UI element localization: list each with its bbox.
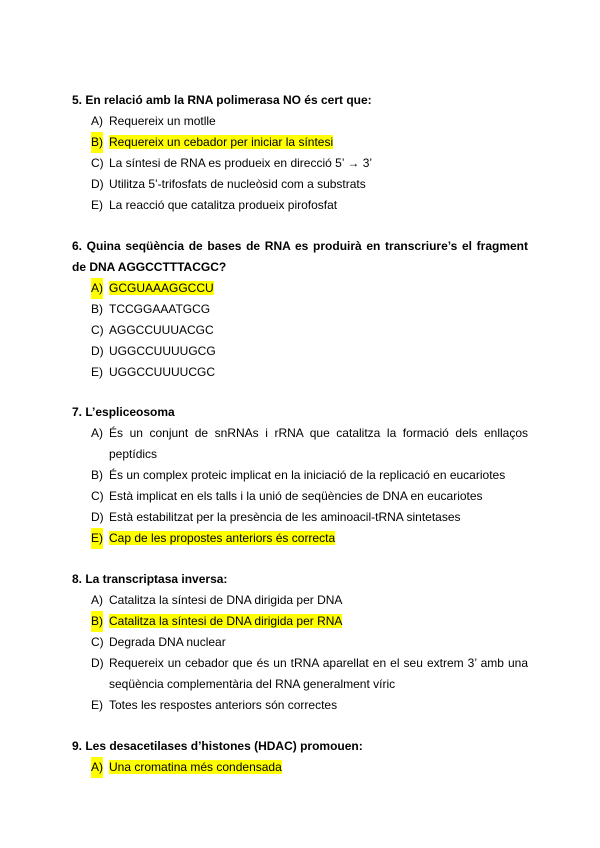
option-letter: B) [91, 468, 103, 482]
option-d [72, 507, 528, 528]
option-text: TCCGGAAATGCG [109, 302, 211, 316]
question-7 [72, 402, 528, 549]
option-a [72, 111, 528, 132]
option-text: Està implicat en els talls i la unió de seqüències de DNA en eucariotes [109, 489, 483, 503]
question-title: 5. En relació amb la RNA polimerasa NO és cert que: [72, 93, 372, 107]
option-list [72, 423, 528, 549]
option-list [72, 111, 528, 216]
option-letter: A) [91, 114, 103, 128]
option-b-highlighted [72, 611, 528, 632]
option-text: Està estabilitzat per la presència de les aminoacil-tRNA sintetases [109, 510, 461, 524]
option-a [72, 590, 528, 611]
option-text: Requereix un cebador per iniciar la síntesi [109, 135, 334, 149]
option-letter: E) [91, 198, 103, 212]
question-title: 9. Les desacetilases d’histones (HDAC) promouen: [72, 739, 363, 753]
option-text: La reacció que catalitza produeix pirofosfat [109, 198, 338, 212]
option-letter: B) [91, 611, 103, 632]
question-title: 7. L’espliceosoma [72, 405, 175, 419]
option-d [72, 174, 528, 195]
option-e [72, 695, 528, 716]
option-letter: C) [91, 156, 104, 170]
option-letter: C) [91, 489, 104, 503]
option-text: Una cromatina més condensada [109, 760, 282, 774]
option-letter: D) [91, 510, 104, 524]
option-a [72, 423, 528, 465]
option-e-highlighted [72, 528, 528, 549]
question-title: 6. Quina seqüència de bases de RNA es produirà en transcriure’s el fragment de DNA AGGCCTTTACGC? [72, 239, 528, 274]
option-letter: A) [91, 593, 103, 607]
option-letter: C) [91, 323, 104, 337]
option-text: Degrada DNA nuclear [109, 635, 226, 649]
question-9 [72, 736, 528, 778]
option-text: AGGCCUUUACGC [109, 323, 214, 337]
question-8 [72, 569, 528, 716]
option-letter: E) [91, 698, 103, 712]
question-6 [72, 236, 528, 383]
option-text: Catalitza la síntesi de DNA dirigida per DNA [109, 593, 343, 607]
option-text: Requereix un motlle [109, 114, 216, 128]
option-c [72, 153, 528, 174]
option-text: UGGCCUUUUGCG [109, 344, 216, 358]
question-5 [72, 90, 528, 216]
option-letter: A) [91, 426, 103, 440]
option-b-highlighted [72, 132, 528, 153]
option-letter: D) [91, 656, 104, 670]
option-a-highlighted [72, 757, 528, 778]
option-letter: D) [91, 177, 104, 191]
option-letter: A) [91, 278, 103, 299]
option-b [72, 299, 528, 320]
option-letter: E) [91, 528, 103, 549]
option-e [72, 195, 528, 216]
option-text: Totes les respostes anteriors són correctes [109, 698, 338, 712]
option-letter: E) [91, 365, 103, 379]
option-d [72, 341, 528, 362]
option-d [72, 653, 528, 695]
option-b [72, 465, 528, 486]
option-text: Utilitza 5’-trifosfats de nucleòsid com a substrats [109, 177, 366, 191]
option-text: Requereix un cebador que és un tRNA aparellat en el seu extrem 3’ amb una seqüència complementària del RNA generalment víric [109, 656, 528, 691]
option-c [72, 320, 528, 341]
option-letter: B) [91, 302, 103, 316]
option-e [72, 362, 528, 383]
option-list [72, 757, 528, 778]
option-c [72, 486, 528, 507]
option-text: La síntesi de RNA es produeix en direcció 5’ → 3’ [109, 156, 373, 170]
option-text: Catalitza la síntesi de DNA dirigida per RNA [109, 614, 343, 628]
option-letter: D) [91, 344, 104, 358]
option-letter: A) [91, 757, 103, 778]
option-a-highlighted [72, 278, 528, 299]
question-title: 8. La transcriptasa inversa: [72, 572, 228, 586]
option-list [72, 590, 528, 716]
option-text: GCGUAAAGGCCU [109, 281, 214, 295]
option-list [72, 278, 528, 383]
option-c [72, 632, 528, 653]
option-text: És un conjunt de snRNAs i rRNA que catalitza la formació dels enllaços peptídics [109, 426, 528, 461]
option-text: UGGCCUUUUCGC [109, 365, 215, 379]
option-text: Cap de les propostes anteriors és correcta [109, 531, 336, 545]
option-letter: C) [91, 635, 104, 649]
option-letter: B) [91, 132, 103, 153]
option-text: És un complex proteic implicat en la iniciació de la replicació en eucariotes [109, 468, 506, 482]
